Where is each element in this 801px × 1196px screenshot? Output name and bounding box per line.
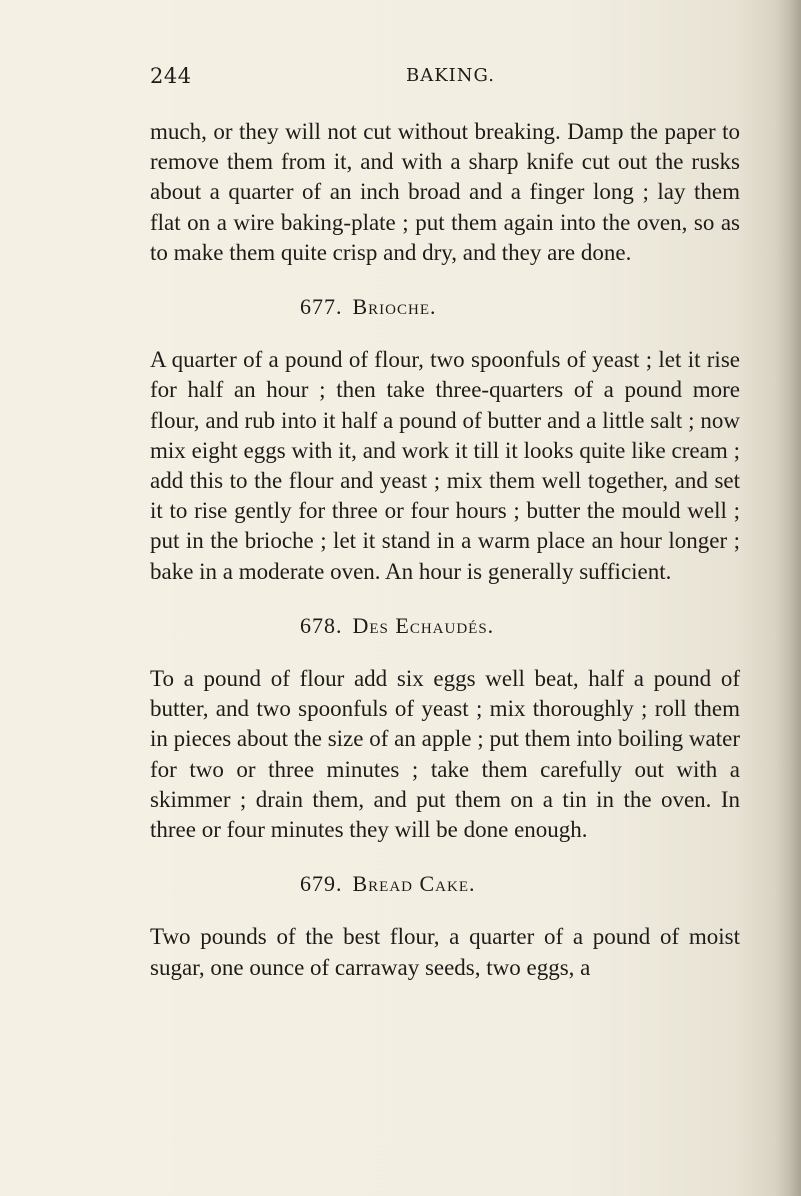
page-edge-shadow (775, 0, 801, 1196)
recipe-title: Brioche. (352, 294, 437, 320)
paragraph-echaudes: To a pound of flour add six eggs well beat, half a pound of butter, and two spoonfuls of yeast ; mix thoroughly ; roll them in pieces about the size of an apple ; put them into boiling water for two or three minutes ; take them carefully out with a skimmer ; drain them, and put them on a tin in the oven. In three or four minutes they will be done enough. (150, 666, 740, 843)
recipe-heading-brioche (150, 292, 740, 322)
page-body (150, 117, 740, 983)
recipe-number: 678. (300, 612, 343, 638)
running-head (150, 64, 740, 94)
recipe-number: 679. (300, 871, 343, 897)
recipe-title: Bread Cake. (352, 871, 476, 897)
page-number: 244 (150, 64, 192, 88)
recipe-heading-bread-cake (150, 869, 740, 899)
recipe-number: 677. (300, 294, 343, 320)
recipe-title: Des Echaudés. (352, 612, 495, 638)
paragraph-bread-cake: Two pounds of the best flour, a quarter of a pound of moist sugar, one ounce of carraway seeds, two eggs, a (150, 924, 740, 980)
paragraph-rusks-continued: much, or they will not cut without breaking. Damp the paper to remove them from it, and with a sharp knife cut out the rusks about a quarter of an inch broad and a finger long ; lay them flat on a wire baking-plate ; put them again into the oven, so as to make them quite crisp and dry, and they are done. (150, 119, 740, 265)
recipe-heading-echaudes (150, 611, 740, 641)
running-title: BAKING. (406, 65, 495, 86)
paragraph-brioche: A quarter of a pound of flour, two spoonfuls of yeast ; let it rise for half an hour ; then take three-quarters of a pound more flour, and rub into it half a pound of butter and a little salt ; now mix eight eggs with it, and work it till it looks quite like cream ; add this to the flour and yeast ; mix them well together, and set it to rise gently for three or four hours ; butter the mould well ; put in the brioche ; let it stand in a warm place an hour longer ; bake in a moderate oven. An hour is generally sufficient. (150, 347, 740, 584)
